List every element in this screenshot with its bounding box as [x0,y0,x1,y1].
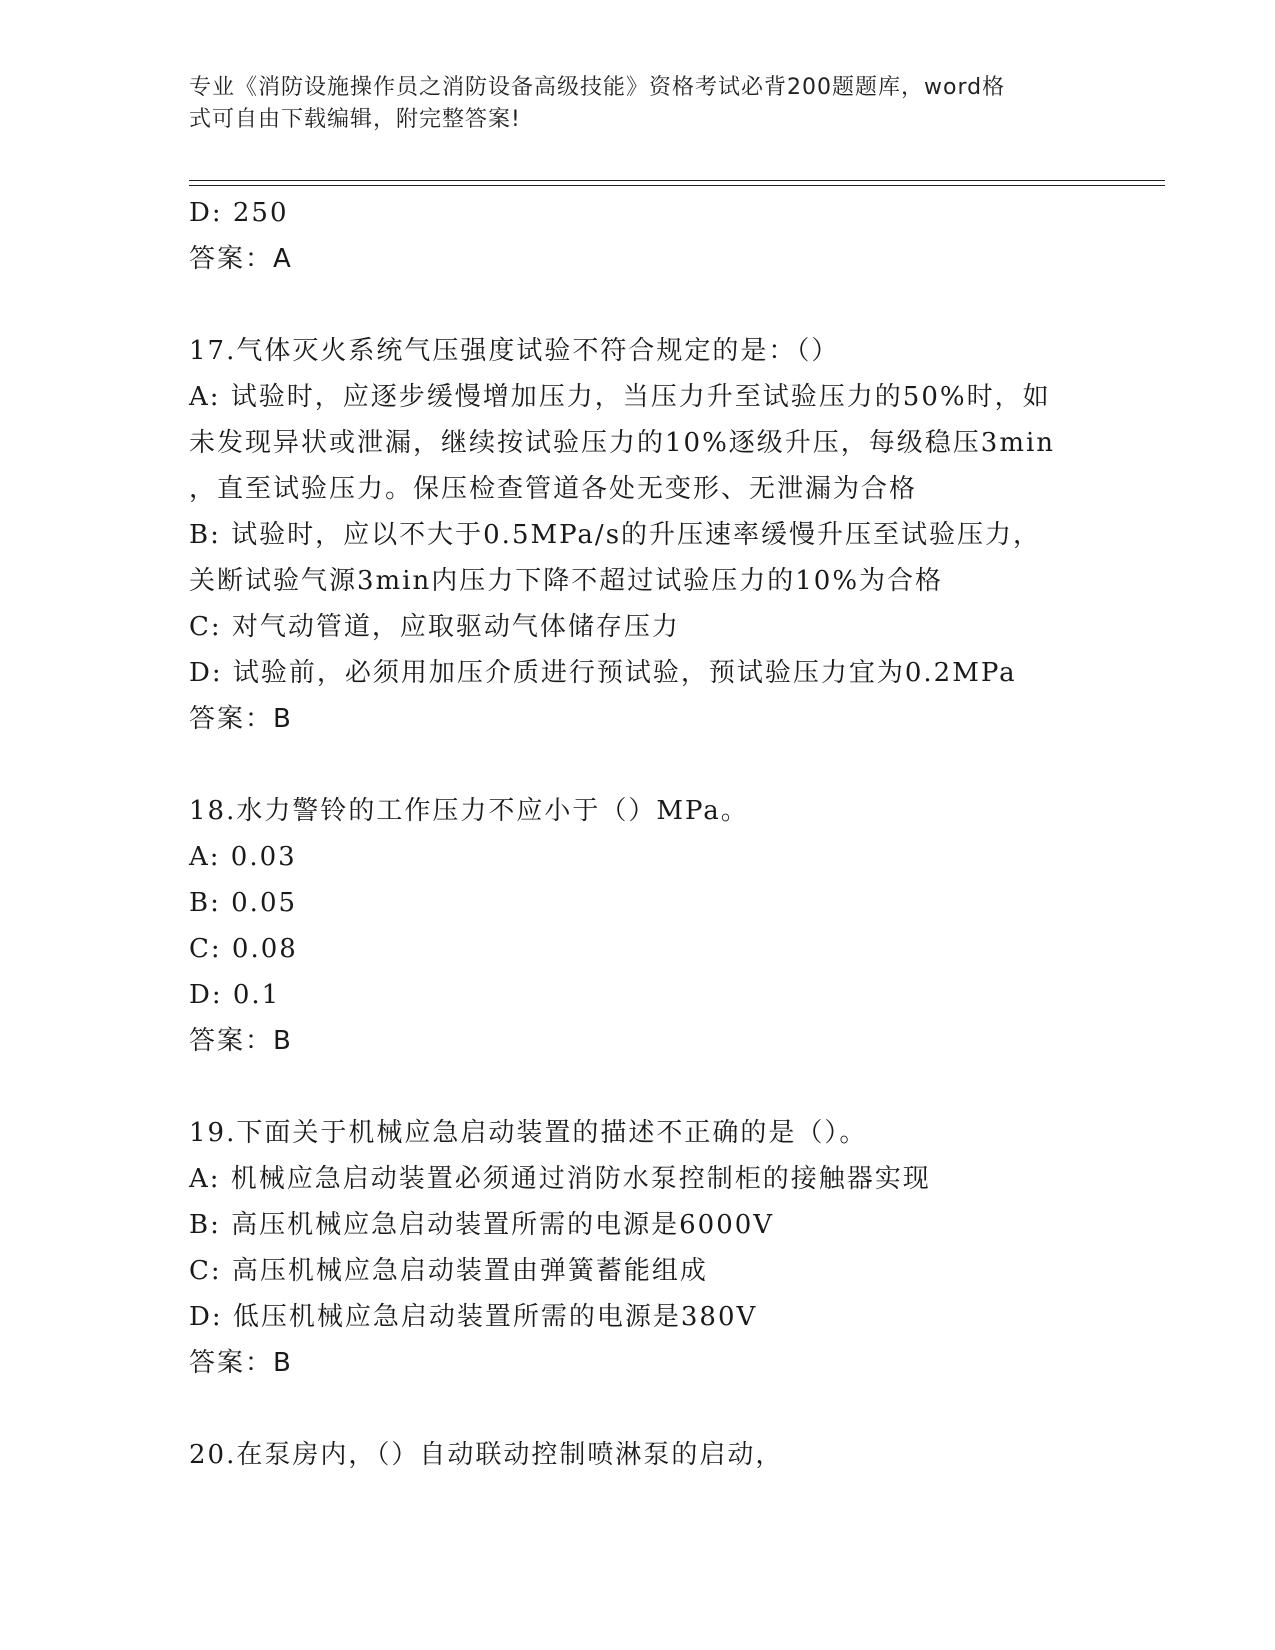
previous-question-tail [189,190,1089,282]
answer-line: 答案：B [189,1026,293,1056]
option-a: A: 试验时，应逐步缓慢增加压力，当压力升至试验压力的50%时，如 [189,382,1051,412]
option-d: D: 250 [189,198,289,228]
question-19 [189,1110,1089,1386]
answer-line: 答案：B [189,704,293,734]
question-stem: 18.水力警铃的工作压力不应小于（）MPa。 [189,796,749,826]
option-a-continued: 未发现异状或泄漏，继续按试验压力的10%逐级升压，每级稳压3min [189,428,1056,458]
option-b: B: 0.05 [189,888,298,918]
spacer [189,742,1089,788]
question-stem: 20.在泵房内，（）自动联动控制喷淋泵的启动， [189,1440,784,1470]
question-stem: 17.气体灭火系统气压强度试验不符合规定的是：（） [189,336,840,366]
question-18 [189,788,1089,1064]
question-20 [189,1432,1089,1478]
answer-line: 答案：A [189,244,293,274]
option-c: C: 0.08 [189,934,298,964]
option-a: A: 0.03 [189,842,297,872]
option-b-continued: 关断试验气源3min内压力下降不超过试验压力的10%为合格 [189,566,944,596]
option-d: D: 0.1 [189,980,281,1010]
answer-line: 答案：B [189,1348,293,1378]
option-d: D: 试验前，必须用加压介质进行预试验，预试验压力宜为0.2MPa [189,658,1017,688]
spacer [189,1386,1089,1432]
header-divider-bottom [189,185,1165,186]
spacer [189,282,1089,328]
spacer [189,1064,1089,1110]
option-a-continued: ，直至试验压力。保压检查管道各处无变形、无泄漏为合格 [189,474,918,504]
option-c: C: 高压机械应急启动装置由弹簧蓄能组成 [189,1256,708,1286]
question-17 [189,328,1089,742]
page-header [189,72,1079,136]
question-stem: 19.下面关于机械应急启动装置的描述不正确的是（）。 [189,1118,868,1148]
option-a: A: 机械应急启动装置必须通过消防水泵控制柜的接触器实现 [189,1164,931,1194]
document-body [189,190,1089,1478]
option-c: C: 对气动管道，应取驱动气体储存压力 [189,612,680,642]
option-b: B: 试验时，应以不大于0.5MPa/s的升压速率缓慢升压至试验压力， [189,520,1042,550]
header-divider-top [189,180,1165,181]
option-b: B: 高压机械应急启动装置所需的电源是6000V [189,1210,775,1240]
option-d: D: 低压机械应急启动装置所需的电源是380V [189,1302,758,1332]
header-line-1: 专业《消防设施操作员之消防设备高级技能》资格考试必背200题题库，word格 [189,75,1006,100]
header-line-2: 式可自由下载编辑，附完整答案! [189,107,521,132]
